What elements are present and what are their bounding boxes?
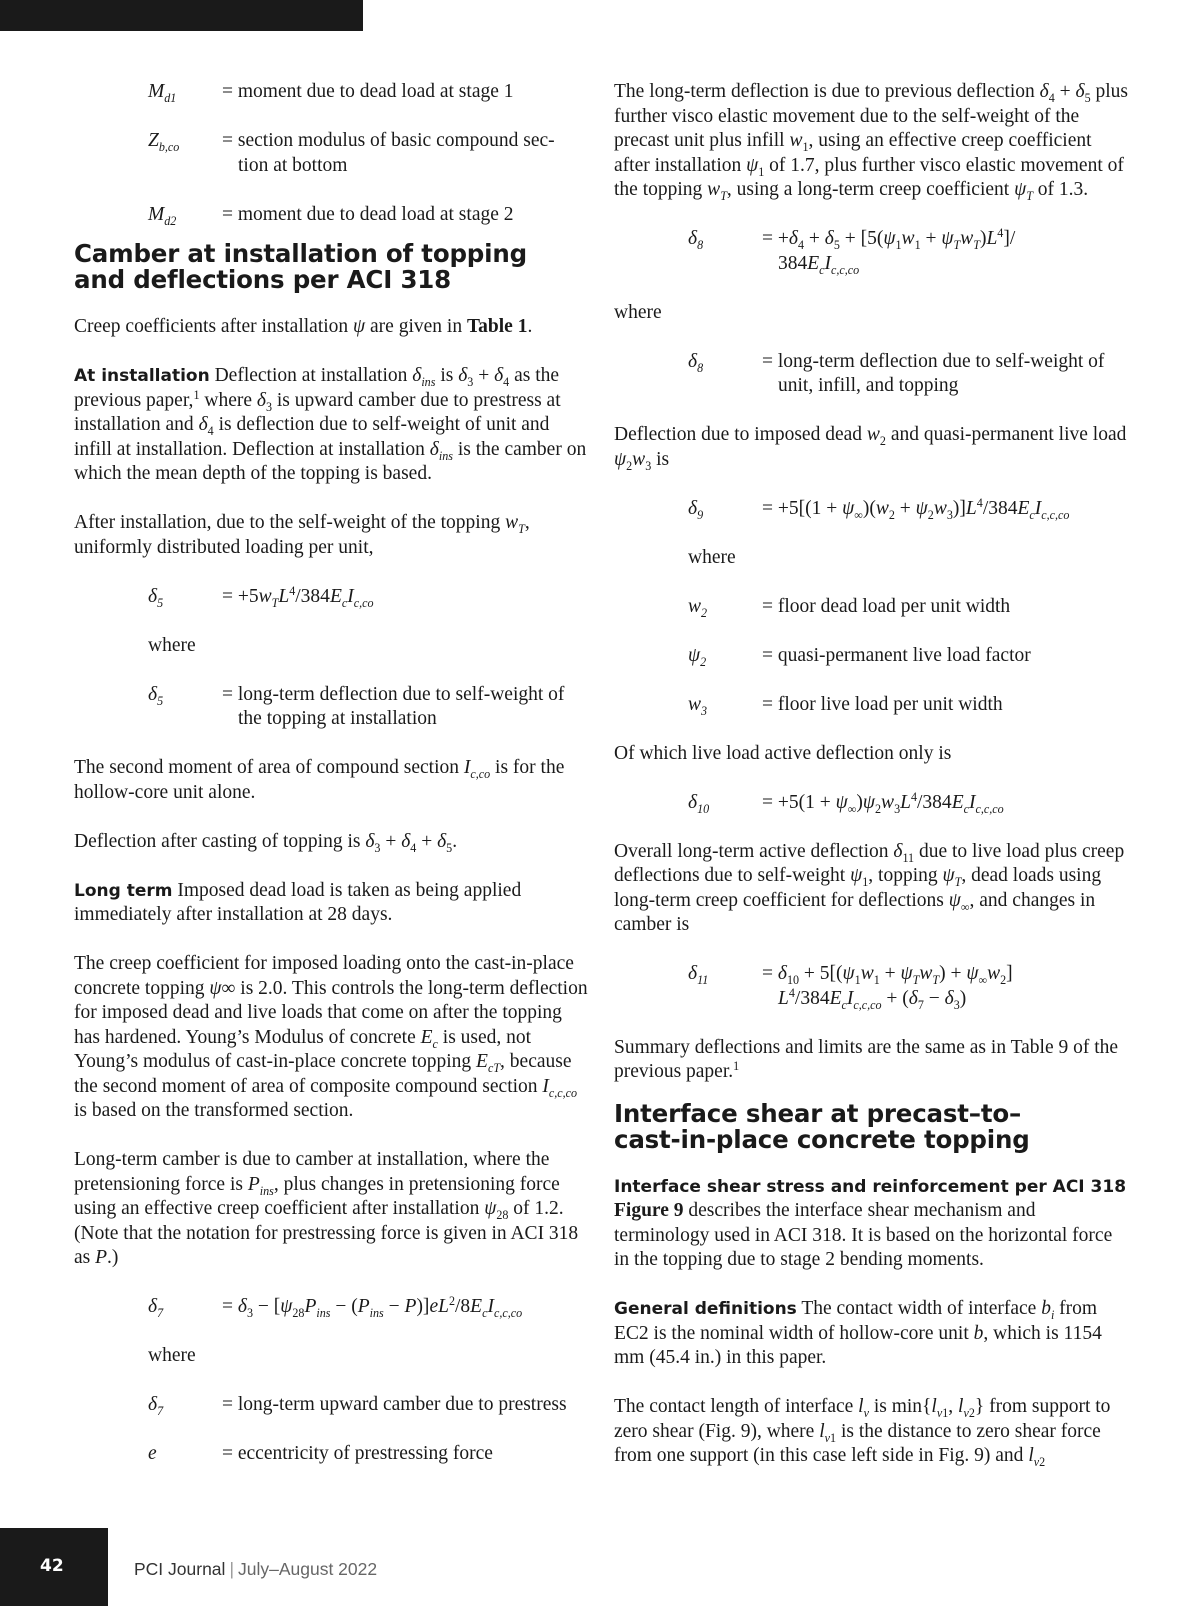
paragraph-general-definitions: General definitions The contact width of interface $b_i$ from EC2 is the nominal width of hollow-core unit b, which is 1154 mm (45.4 in.) in this paper. — [614, 1298, 1102, 1368]
equation-delta8 — [688, 227, 1130, 276]
equation-delta10 — [688, 791, 1130, 816]
definition-w2 — [688, 595, 1130, 620]
symbol: $M_{d1}$ — [148, 81, 177, 106]
symbol: $w_2$ — [688, 595, 708, 620]
where-label: where — [688, 546, 736, 568]
definition-md2 — [148, 203, 590, 228]
paragraph-deflection-after-casting: Deflection after casting of topping is $\delta_3 + \delta_4 + \delta_5$. — [74, 830, 458, 855]
journal-name: PCI Journal — [134, 1559, 226, 1579]
paragraph-contact-length: The contact length of interface $l_v$ is $\min\{l_{v1}$, $l_{v2}$} from support to zero shear (Fig. 9), where $l_{v1}$ is the distance to zero shear force from one support (in this case left side in Fig. 9) and $l_{v2}$ — [614, 1396, 1111, 1470]
definition-psi2 — [688, 644, 1130, 669]
paragraph-second-moment: The second moment of area of compound section $I_{c,co}$ is for the hollow-core unit alone. — [74, 757, 565, 803]
footer-journal — [134, 1557, 377, 1582]
paragraph-long-term-deflection: The long-term deflection is due to previous deflection $\delta_4 + \delta_5$ plus further visco elastic movement due to the self-weight of the precast unit plus infill $w_1$, using an effective creep coefficient after installation $\psi_1$ of 1.7, plus further visco elastic movement of the topping $w_T$, using a long-term creep coefficient $\psi_T$ of 1.3. — [614, 81, 1129, 204]
definition-e — [148, 1442, 590, 1467]
paragraph-after-installation: After installation, due to the self-weight of the topping $w_T$, uniformly distributed loading per unit, — [74, 512, 530, 558]
paragraph-long-term-camber: Long-term camber is due to camber at installation, where the pretensioning force is $P_{ins}$, plus changes in pretensioning force using an effective creep coefficient after installation $\psi_{28}$ of 1.2. (Note that the notation for prestressing force is given in ACI 318 as P.) — [74, 1149, 579, 1268]
paragraph-imposed-dead: Deflection due to imposed dead $w_2$ and quasi-permanent live load $\psi_2w_3$ is — [614, 424, 1127, 473]
right-column — [614, 80, 1130, 1493]
equation-delta7 — [148, 1295, 590, 1320]
definition-md1 — [148, 80, 590, 105]
equation-delta11 — [688, 962, 1130, 1011]
symbol: $Z_{b,co}$ — [148, 130, 180, 155]
definition-delta8 — [688, 350, 1130, 399]
symbol: $\delta_{10}$ — [688, 791, 710, 816]
equation-delta9 — [688, 497, 1130, 522]
symbol: $\delta_5$ — [148, 683, 164, 708]
definition-delta5 — [148, 683, 590, 732]
paragraph-creep-imposed: The creep coefficient for imposed loading onto the cast-in-place concrete topping ψ∞ is 2.0. This controls the long-term deflection for imposed dead and live loads that come on after the topping has hardened. Young’s Modulus of concrete $E_c$ is used, not Young’s modulus of cast-in-place concrete topping $E_{cT}$, because the second moment of area of composite compound section $I_{c,c,co}$ is based on the transformed section. — [74, 953, 588, 1121]
paragraph-long-term: Long term Imposed dead load is taken as being applied immediately after installation at 28 days. — [74, 879, 522, 925]
definition-text: = long-term deflection due to self-weight of unit, infill, and topping — [762, 350, 1105, 396]
subsection-heading: Interface shear stress and reinforcement per ACI 318 — [614, 1176, 1127, 1197]
runin-heading: At installation — [74, 366, 210, 386]
equation-text: = $\delta_3 - [\psi_{28}P_{ins} - (P_{ins} - P)]eL^2/8E_cI_{c,c,co}$ — [222, 1294, 523, 1321]
definition-text: = long-term deflection due to self-weight of the topping at installation — [222, 683, 565, 729]
symbol: $\delta_{11}$ — [688, 963, 709, 988]
runin-heading: General definitions — [614, 1299, 797, 1319]
equation-text: = $+5w_TL^4/384E_cI_{c,co}$ — [222, 583, 374, 610]
symbol: $w_3$ — [688, 693, 708, 718]
definition-text: = long-term upward camber due to prestress — [222, 1394, 567, 1415]
footer-separator: | — [229, 1559, 234, 1579]
symbol: $\psi_2$ — [688, 644, 707, 669]
equation-text: = $+5(1 + \psi_\infty)\psi_2w_3L^4/384E_cI_{c,c,co}$ — [762, 789, 1004, 816]
runin-heading: Long term — [74, 880, 173, 901]
paragraph-at-installation: At installation Deflection at installation $\delta_{ins}$ is $\delta_3 + \delta_4$ as the previous paper,$^1$ where $\delta_3$ is upward camber due to prestress at installation and $\delta_4$ is deflection due to self-weight of unit and infill at installation. Deflection at installation $\delta_{ins}$ is the camber on which the mean depth of the topping is based. — [74, 365, 587, 484]
where-label: where — [614, 301, 662, 323]
symbol: $\delta_9$ — [688, 497, 704, 522]
paragraph-overall-long-term: Overall long-term active deflection $\delta_{11}$ due to live load plus creep deflections due to self-weight $\psi_1$, topping $\psi_T$, dead loads using long-term creep coefficient for deflections $\psi_\infty$, and changes in camber is — [614, 840, 1125, 935]
definition-zbco — [148, 129, 590, 178]
equation-text: = $+\delta_4 + \delta_5 + [5(\psi_1w_1 + \psi_Tw_T)L^4]/$ $384E_cI_{c,c,co}$ — [762, 226, 1016, 277]
equation-text: = $+5[(1 + \psi_\infty)(w_2 + \psi_2w_3)]L^4/384E_cI_{c,c,co}$ — [762, 495, 1070, 522]
definition-text: = moment due to dead load at stage 1 — [222, 81, 514, 102]
definition-text: = floor dead load per unit width — [762, 595, 1011, 617]
equation-text: = $\delta_{10} + 5[(\psi_1w_1 + \psi_Tw_T) + \psi_\infty w_2]$ $L^4/384E_cI_{c,c,co} + (\delta_7 - \delta_3)$ — [762, 963, 1013, 1012]
paragraph-summary-deflections: Summary deflections and limits are the same as in Table 9 of the previous paper.$^1$ — [614, 1036, 1119, 1082]
page-number-box — [0, 1528, 108, 1606]
equation-delta5 — [148, 585, 590, 610]
definition-text: = moment due to dead load at stage 2 — [222, 203, 514, 225]
where-label: where — [148, 1345, 196, 1366]
symbol: $\delta_8$ — [688, 228, 704, 253]
symbol: $M_{d2}$ — [148, 203, 177, 228]
left-column — [74, 80, 590, 1491]
issue-date: July–August 2022 — [237, 1559, 378, 1579]
page-number: 42 — [40, 1556, 64, 1576]
definition-delta7 — [148, 1393, 590, 1418]
section-heading-interface-shear: Interface shear at precast–to– cast-in-place concrete topping — [614, 1098, 1030, 1154]
symbol: e — [148, 1443, 157, 1464]
definition-text: = floor live load per unit width — [762, 693, 1003, 715]
paragraph-figure9: Interface shear stress and reinforcement per ACI 318 Figure 9 describes the interface shear mechanism and terminology used in ACI 318. It is based on the horizontal force in the topping due to stage 2 bending moments. — [614, 1175, 1130, 1273]
symbol: $\delta_5$ — [148, 585, 164, 610]
section-heading-camber: Camber at installation of topping and deflections per ACI 318 — [74, 239, 527, 294]
header-bar — [0, 0, 363, 31]
symbol: $\delta_7$ — [148, 1296, 164, 1321]
definition-w3 — [688, 693, 1130, 718]
symbol: $\delta_8$ — [688, 350, 704, 375]
paragraph-live-load-active: Of which live load active deflection only is — [614, 742, 952, 764]
symbol: $\delta_7$ — [148, 1394, 164, 1419]
definition-text: = eccentricity of prestressing force — [222, 1443, 493, 1464]
definition-text: = quasi-permanent live load factor — [762, 644, 1031, 666]
definition-text: = section modulus of basic compound sec- tion at bottom — [222, 130, 555, 176]
where-label: where — [148, 634, 196, 656]
paragraph-creep-coefficients: Creep coefficients after installation ψ are given in Table 1. — [74, 316, 533, 337]
